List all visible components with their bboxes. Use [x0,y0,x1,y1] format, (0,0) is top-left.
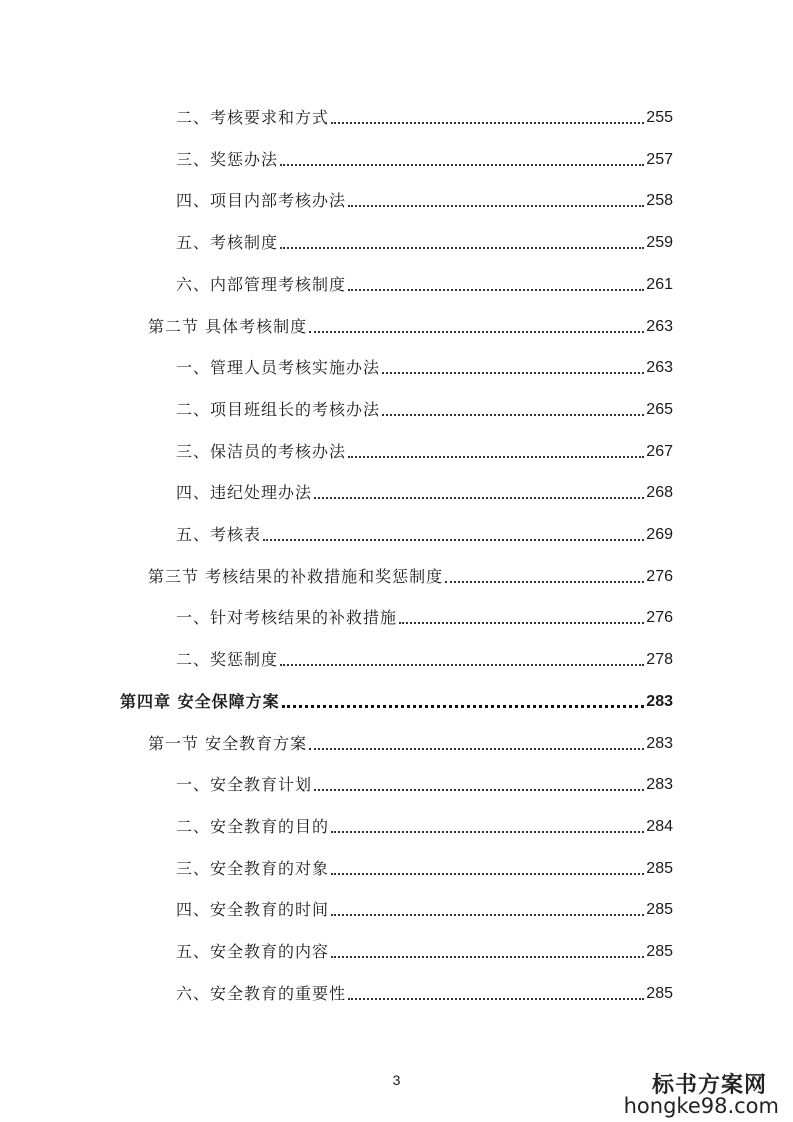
dot-leader [331,116,644,124]
toc-entry-title: 一、管理人员考核实施办法 [176,358,381,377]
dot-leader [382,366,644,374]
toc-entry-title: 三、奖惩办法 [176,150,279,169]
toc-entry[interactable] [176,938,673,962]
dot-leader [282,699,645,708]
toc-entry[interactable] [176,604,673,628]
toc-entry-page: 261 [646,276,673,293]
toc-entry-page: 267 [646,443,673,460]
toc-entry-title: 第四章 安全保障方案 [120,692,280,711]
dot-leader [348,199,644,207]
toc-entry-page: 276 [646,609,673,626]
toc-entry-title: 五、安全教育的内容 [176,942,330,961]
dot-leader [314,491,644,499]
toc-entry[interactable] [176,479,673,503]
dot-leader [314,783,644,791]
watermark-title: 标书方案网 [651,1072,767,1098]
toc-entry[interactable] [176,813,673,837]
toc-entry-title: 六、内部管理考核制度 [176,275,347,294]
dot-leader [348,450,644,458]
dot-leader [331,825,644,833]
toc-entry-title: 四、违纪处理办法 [176,483,313,502]
toc-entry[interactable] [176,104,673,128]
toc-entry[interactable] [176,980,673,1004]
toc-entry[interactable] [176,229,673,253]
toc-entry-title: 三、保洁员的考核办法 [176,442,347,461]
toc-entry-title: 六、安全教育的重要性 [176,984,347,1003]
toc-entry-title: 四、安全教育的时间 [176,900,330,919]
toc-entry-title: 一、安全教育计划 [176,775,313,794]
toc-entry-page: 285 [646,985,673,1002]
toc-entry-page: 259 [646,234,673,251]
dot-leader [399,616,644,624]
toc-entry-page: 285 [646,860,673,877]
dot-leader [309,742,644,750]
dot-leader [331,867,644,875]
toc-entry[interactable] [176,187,673,211]
toc-entry-title: 二、奖惩制度 [176,650,279,669]
toc-entry-title: 三、安全教育的对象 [176,859,330,878]
toc-entry-page: 283 [646,693,673,710]
toc-entry[interactable] [176,396,673,420]
dot-leader [263,533,644,541]
toc-entry[interactable] [176,855,673,879]
dot-leader [280,158,644,166]
toc-entry-page: 263 [646,359,673,376]
toc-entry-page: 263 [646,318,673,335]
toc-entry-page: 268 [646,484,673,501]
toc-entry-title: 二、项目班组长的考核办法 [176,400,381,419]
toc-entry-title: 四、项目内部考核办法 [176,191,347,210]
toc-entry-title: 二、考核要求和方式 [176,108,330,127]
toc-entry[interactable] [176,146,673,170]
dot-leader [348,283,644,291]
toc-entry[interactable] [148,563,673,587]
toc-entry-page: 269 [646,526,673,543]
toc-entry-page: 255 [646,109,673,126]
toc-entry-page: 258 [646,192,673,209]
toc-entry[interactable] [148,730,673,754]
toc-entry-title: 二、安全教育的目的 [176,817,330,836]
toc-entry[interactable] [176,896,673,920]
toc-entry-title: 第二节 具体考核制度 [148,317,308,336]
toc-entry-page: 276 [646,568,673,585]
dot-leader [445,575,644,583]
toc-entry-title: 第三节 考核结果的补救措施和奖惩制度 [148,567,444,586]
dot-leader [348,992,644,1000]
toc-entry-title: 一、针对考核结果的补救措施 [176,608,398,627]
toc-entry-title: 五、考核制度 [176,233,279,252]
toc-entry[interactable] [176,438,673,462]
toc-entry-page: 284 [646,818,673,835]
dot-leader [280,241,644,249]
toc-entry[interactable] [176,521,673,545]
toc-entry-page: 265 [646,401,673,418]
toc-entry[interactable] [148,313,673,337]
dot-leader [382,408,644,416]
toc-entry[interactable] [176,354,673,378]
toc-entry-page: 278 [646,651,673,668]
toc-entry[interactable] [120,688,673,712]
dot-leader [309,325,644,333]
toc-entry[interactable] [176,646,673,670]
toc-entry-page: 283 [646,776,673,793]
toc-entry-page: 285 [646,901,673,918]
toc-entry-page: 285 [646,943,673,960]
dot-leader [331,908,644,916]
toc-entry-title: 第一节 安全教育方案 [148,734,308,753]
dot-leader [280,658,644,666]
toc-entry-title: 五、考核表 [176,525,262,544]
page-number: 3 [392,1072,401,1088]
toc-entry-page: 283 [646,735,673,752]
watermark-url: hongke98.com [623,1094,779,1118]
toc-entry[interactable] [176,771,673,795]
toc-entry[interactable] [176,271,673,295]
dot-leader [331,950,644,958]
toc-entry-page: 257 [646,151,673,168]
